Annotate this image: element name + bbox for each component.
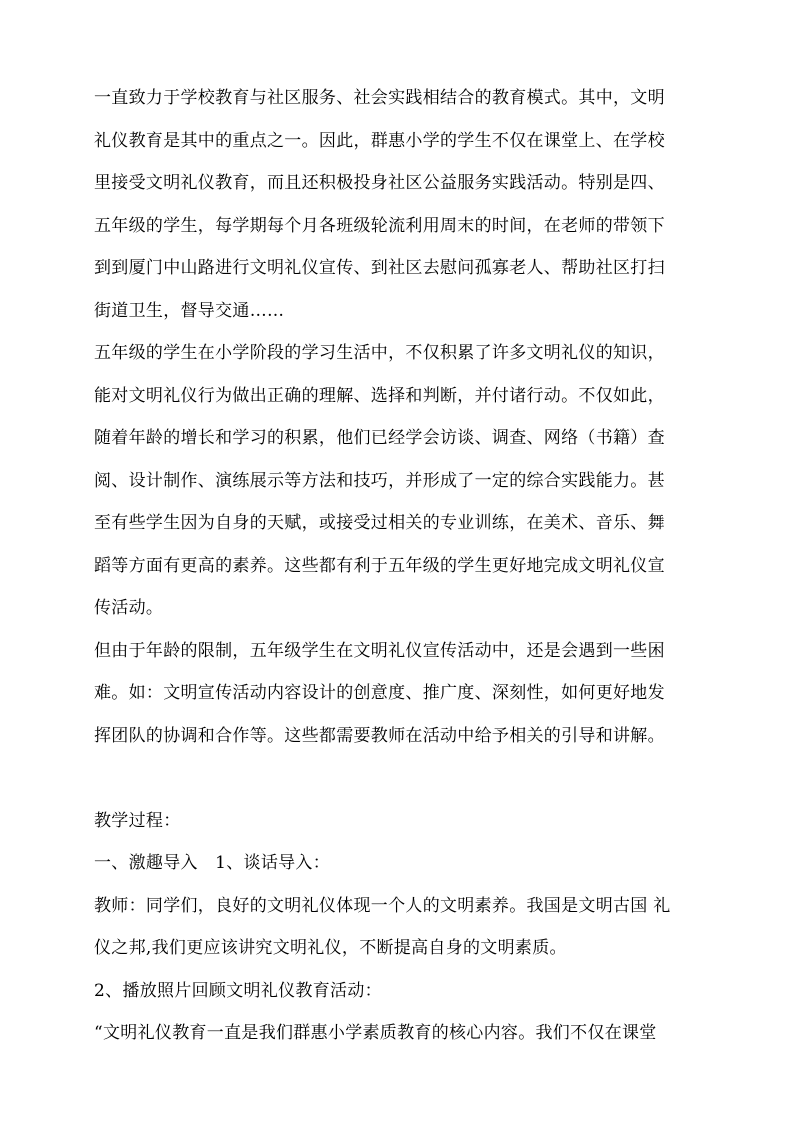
text-line: 一、激趣导入 1、谈话导入： — [94, 853, 331, 873]
text-line: 到到厦门中山路进行文明礼仪宣传、到社区去慰问孤寡老人、帮助社区打扫 — [94, 258, 665, 278]
text-line: 至有些学生因为自身的天赋，或接受过相关的专业训练，在美术、音乐、舞 — [94, 513, 665, 533]
section-heading: 教学过程： — [94, 811, 181, 831]
text-line: 难。如：文明宣传活动内容设计的创意度、推广度、深刻性，如何更好地发 — [94, 683, 665, 703]
text-line: 五年级的学生在小学阶段的学习生活中，不仅积累了许多文明礼仪的知识， — [94, 343, 665, 363]
text-line: 街道卫生，督导交通…… — [94, 301, 285, 321]
text-line: 教师：同学们，良好的文明礼仪体现一个人的文明素养。我国是文明古国 礼 — [94, 896, 671, 916]
text-line: 挥团队的协调和合作等。这些都需要教师在活动中给予相关的引导和讲解。 — [94, 726, 665, 746]
text-line: 里接受文明礼仪教育，而且还积极投身社区公益服务实践活动。特别是四、 — [94, 173, 665, 193]
text-line: 仪之邦,我们更应该讲究文明礼仪，不断提高自身的文明素质。 — [94, 938, 567, 958]
text-line: “文明礼仪教育一直是我们群惠小学素质教育的核心内容。我们不仅在课堂 — [94, 1023, 657, 1043]
text-line: 蹈等方面有更高的素养。这些都有利于五年级的学生更好地完成文明礼仪宣 — [94, 556, 665, 576]
text-line: 但由于年龄的限制，五年级学生在文明礼仪宣传活动中，还是会遇到一些困 — [94, 641, 665, 661]
text-line: 一直致力于学校教育与社区服务、社会实践相结合的教育模式。其中，文明 — [94, 88, 665, 108]
text-line: 随着年龄的增长和学习的积累，他们已经学会访谈、调查、网络（书籍）查 — [94, 428, 665, 448]
text-line: 阅、设计制作、演练展示等方法和技巧，并形成了一定的综合实践能力。甚 — [94, 471, 665, 491]
text-line: 2、播放照片回顾文明礼仪教育活动： — [94, 981, 382, 1001]
text-line: 五年级的学生，每学期每个月各班级轮流利用周末的时间，在老师的带领下 — [94, 216, 665, 236]
text-line: 礼仪教育是其中的重点之一。因此，群惠小学的学生不仅在课堂上、在学校 — [94, 131, 665, 151]
text-line: 传活动。 — [94, 598, 164, 618]
text-line: 能对文明礼仪行为做出正确的理解、选择和判断，并付诸行动。不仅如此， — [94, 386, 665, 406]
